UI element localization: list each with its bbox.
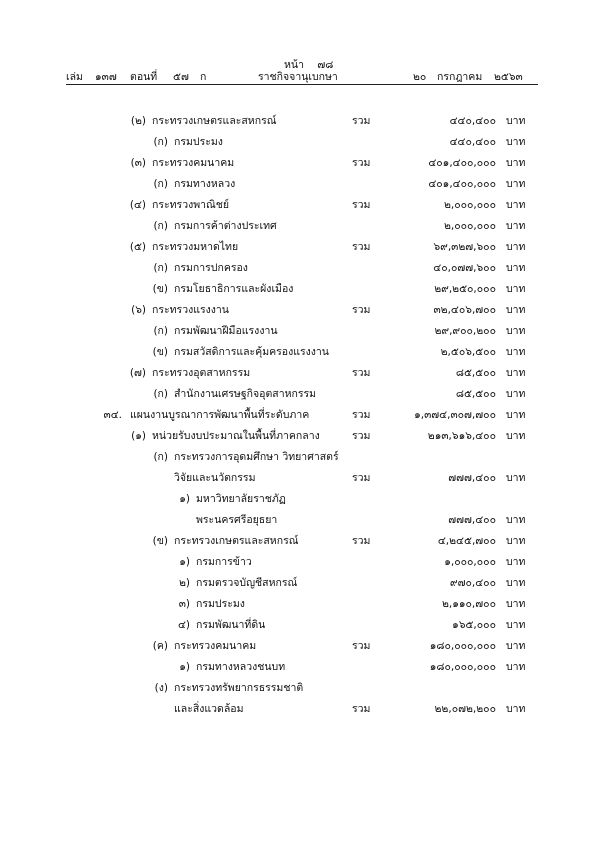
item-number: (ก) bbox=[153, 220, 168, 232]
currency-unit: บาท bbox=[506, 598, 526, 610]
item-number: (ก) bbox=[153, 451, 168, 463]
currency-unit: บาท bbox=[506, 325, 526, 337]
total-mark: รวม bbox=[352, 157, 371, 169]
item-label: แผนงานบูรณาการพัฒนาพื้นที่ระดับภาค bbox=[130, 409, 310, 421]
currency-unit: บาท bbox=[506, 136, 526, 148]
item-label: กระทรวงเกษตรและสหกรณ์ bbox=[152, 115, 277, 127]
item-label: กรมการข้าว bbox=[196, 556, 252, 568]
currency-unit: บาท bbox=[506, 220, 526, 232]
table-row bbox=[0, 282, 595, 297]
table-row bbox=[0, 114, 595, 129]
item-amount: ๙๗๐,๔๐๐ bbox=[449, 577, 496, 589]
table-row bbox=[0, 471, 595, 486]
table-row bbox=[0, 408, 595, 423]
table-row bbox=[0, 429, 595, 444]
total-mark: รวม bbox=[352, 472, 371, 484]
item-number: (ก) bbox=[153, 388, 168, 400]
currency-unit: บาท bbox=[506, 619, 526, 631]
item-number: (๔) bbox=[129, 199, 146, 211]
item-label: กระทรวงการอุดมศึกษา วิทยาศาสตร์ bbox=[174, 451, 339, 463]
item-label: กระทรวงเกษตรและสหกรณ์ bbox=[174, 535, 299, 547]
date-month: กรกฎาคม bbox=[437, 71, 483, 83]
table-row bbox=[0, 702, 595, 717]
table-row bbox=[0, 324, 595, 339]
part-suffix: ก bbox=[200, 71, 207, 83]
table-row bbox=[0, 450, 595, 465]
item-amount: ๘๕,๕๐๐ bbox=[455, 388, 496, 400]
date-year: ๒๕๖๓ bbox=[494, 71, 523, 83]
item-label: กรมการค้าต่างประเทศ bbox=[174, 220, 277, 232]
table-row bbox=[0, 681, 595, 696]
table-row bbox=[0, 534, 595, 549]
item-label: กระทรวงคมนาคม bbox=[152, 157, 235, 169]
item-amount: ๒๙,๙๐๐,๒๐๐ bbox=[434, 325, 496, 337]
item-number: (๒) bbox=[130, 115, 146, 127]
item-number: ๒) bbox=[178, 577, 190, 589]
total-mark: รวม bbox=[352, 241, 371, 253]
total-mark: รวม bbox=[352, 199, 371, 211]
currency-unit: บาท bbox=[506, 430, 526, 442]
item-label: วิจัยและนวัตกรรม bbox=[174, 472, 256, 484]
table-row bbox=[0, 492, 595, 507]
item-amount: ๗๗๗,๔๐๐ bbox=[448, 472, 496, 484]
header-rule bbox=[66, 84, 538, 85]
item-label: กรมตรวจบัญชีสหกรณ์ bbox=[196, 577, 298, 589]
item-amount: ๘๕,๕๐๐ bbox=[455, 367, 496, 379]
item-number: (ข) bbox=[152, 283, 168, 295]
item-number: (๓) bbox=[130, 157, 146, 169]
item-amount: ๖๙,๓๒๗,๖๐๐ bbox=[433, 241, 496, 253]
item-label: กระทรวงทรัพยากรธรรมชาติ bbox=[174, 682, 304, 694]
item-amount: ๔๐,๐๗๗,๖๐๐ bbox=[433, 262, 496, 274]
total-mark: รวม bbox=[352, 703, 371, 715]
currency-unit: บาท bbox=[506, 283, 526, 295]
item-label: กระทรวงแรงงาน bbox=[152, 304, 229, 316]
currency-unit: บาท bbox=[506, 577, 526, 589]
item-amount: ๑๖๕,๐๐๐ bbox=[452, 619, 496, 631]
item-number: (ข) bbox=[152, 535, 168, 547]
item-number: (ก) bbox=[153, 178, 168, 190]
date-day: ๒๐ bbox=[413, 71, 427, 83]
item-amount: ๒๙,๒๕๐,๐๐๐ bbox=[434, 283, 496, 295]
total-mark: รวม bbox=[352, 409, 371, 421]
item-amount: ๓๒,๔๐๖,๗๐๐ bbox=[433, 304, 496, 316]
item-amount: ๒,๕๐๖,๕๐๐ bbox=[440, 346, 496, 358]
table-row bbox=[0, 177, 595, 192]
item-number: (ค) bbox=[152, 640, 168, 652]
item-amount: ๔๔๐,๔๐๐ bbox=[449, 136, 496, 148]
currency-unit: บาท bbox=[506, 115, 526, 127]
item-number: ๓) bbox=[178, 598, 190, 610]
item-number: (ก) bbox=[153, 262, 168, 274]
item-label: กรมทางหลวงชนบท bbox=[196, 661, 286, 673]
table-row bbox=[0, 345, 595, 360]
item-number: (ง) bbox=[154, 682, 168, 694]
item-label: กรมประมง bbox=[196, 598, 245, 610]
table-row bbox=[0, 303, 595, 318]
currency-unit: บาท bbox=[506, 556, 526, 568]
table-row bbox=[0, 555, 595, 570]
currency-unit: บาท bbox=[506, 388, 526, 400]
page-number: ๗๘ bbox=[317, 59, 334, 71]
page-label: หน้า bbox=[284, 59, 304, 71]
item-number: (๑) bbox=[131, 430, 146, 442]
table-row bbox=[0, 198, 595, 213]
part-number: ๕๗ bbox=[173, 71, 189, 83]
table-row bbox=[0, 219, 595, 234]
table-row bbox=[0, 240, 595, 255]
table-row bbox=[0, 597, 595, 612]
item-amount: ๒,๐๐๐,๐๐๐ bbox=[443, 199, 496, 211]
total-mark: รวม bbox=[352, 367, 371, 379]
item-amount: ๑,๐๐๐,๐๐๐ bbox=[444, 556, 496, 568]
item-amount: ๒๑๓,๖๑๖,๔๐๐ bbox=[427, 430, 496, 442]
item-label: พระนครศรีอยุธยา bbox=[196, 514, 278, 526]
item-number: (๕) bbox=[129, 241, 146, 253]
table-row bbox=[0, 366, 595, 381]
item-label: สำนักงานเศรษฐกิจอุตสาหกรรม bbox=[174, 388, 317, 400]
currency-unit: บาท bbox=[506, 157, 526, 169]
table-row bbox=[0, 135, 595, 150]
item-number: ๑) bbox=[179, 661, 190, 673]
currency-unit: บาท bbox=[506, 409, 526, 421]
item-amount: ๑,๓๗๔,๓๐๗,๗๐๐ bbox=[414, 409, 496, 421]
item-amount: ๒,๐๐๐,๐๐๐ bbox=[443, 220, 496, 232]
item-label: มหาวิทยาลัยราชภัฏ bbox=[196, 493, 286, 505]
item-amount: ๔,๒๔๕,๗๐๐ bbox=[437, 535, 496, 547]
item-label: กรมสวัสดิการและคุ้มครองแรงงาน bbox=[174, 346, 329, 358]
table-row bbox=[0, 387, 595, 402]
item-label: กรมประมง bbox=[174, 136, 223, 148]
item-number: (๗) bbox=[129, 367, 146, 379]
total-mark: รวม bbox=[352, 535, 371, 547]
item-amount: ๒,๑๑๐,๗๐๐ bbox=[441, 598, 496, 610]
table-row bbox=[0, 660, 595, 675]
item-amount: ๗๗๗,๔๐๐ bbox=[448, 514, 496, 526]
volume-label: เล่ม bbox=[66, 71, 83, 83]
item-amount: ๑๘๐,๐๐๐,๐๐๐ bbox=[429, 661, 496, 673]
gazette-name: ราชกิจจานุเบกษา bbox=[258, 71, 338, 83]
currency-unit: บาท bbox=[506, 199, 526, 211]
total-mark: รวม bbox=[352, 640, 371, 652]
table-row bbox=[0, 618, 595, 633]
item-label: กรมทางหลวง bbox=[174, 178, 236, 190]
table-row bbox=[0, 576, 595, 591]
currency-unit: บาท bbox=[506, 346, 526, 358]
item-amount: ๔๐๑,๔๐๐,๐๐๐ bbox=[428, 157, 496, 169]
item-label: กรมการปกครอง bbox=[174, 262, 248, 274]
item-number: ๔) bbox=[177, 619, 190, 631]
item-label: กระทรวงมหาดไทย bbox=[152, 241, 239, 253]
item-number: ๑) bbox=[179, 556, 190, 568]
item-amount: ๔๐๑,๔๐๐,๐๐๐ bbox=[428, 178, 496, 190]
table-row bbox=[0, 156, 595, 171]
total-mark: รวม bbox=[352, 430, 371, 442]
item-label: กระทรวงอุตสาหกรรม bbox=[152, 367, 251, 379]
currency-unit: บาท bbox=[506, 703, 526, 715]
item-label: กระทรวงคมนาคม bbox=[174, 640, 257, 652]
table-row bbox=[0, 639, 595, 654]
item-amount: ๔๔๐,๔๐๐ bbox=[449, 115, 496, 127]
total-mark: รวม bbox=[352, 115, 371, 127]
item-amount: ๑๘๐,๐๐๐,๐๐๐ bbox=[429, 640, 496, 652]
currency-unit: บาท bbox=[506, 367, 526, 379]
item-number: (ก) bbox=[153, 136, 168, 148]
item-number: ๓๔. bbox=[103, 409, 122, 421]
total-mark: รวม bbox=[352, 304, 371, 316]
currency-unit: บาท bbox=[506, 241, 526, 253]
item-amount: ๒๒,๐๗๒,๒๐๐ bbox=[434, 703, 496, 715]
item-number: (ข) bbox=[152, 346, 168, 358]
currency-unit: บาท bbox=[506, 304, 526, 316]
item-number: (๖) bbox=[131, 304, 146, 316]
currency-unit: บาท bbox=[506, 514, 526, 526]
volume-number: ๑๓๗ bbox=[95, 71, 117, 83]
item-label: และสิ่งแวดล้อม bbox=[174, 703, 244, 715]
item-label: กระทรวงพาณิชย์ bbox=[152, 199, 230, 211]
currency-unit: บาท bbox=[506, 661, 526, 673]
table-row bbox=[0, 513, 595, 528]
item-number: ๑) bbox=[179, 493, 190, 505]
part-label: ตอนที่ bbox=[130, 71, 158, 83]
currency-unit: บาท bbox=[506, 262, 526, 274]
item-label: กรมพัฒนาฝีมือแรงงาน bbox=[174, 325, 278, 337]
item-label: กรมพัฒนาที่ดิน bbox=[196, 619, 266, 631]
item-label: กรมโยธาธิการและผังเมือง bbox=[174, 283, 294, 295]
currency-unit: บาท bbox=[506, 640, 526, 652]
currency-unit: บาท bbox=[506, 472, 526, 484]
item-number: (ก) bbox=[153, 325, 168, 337]
table-row bbox=[0, 261, 595, 276]
currency-unit: บาท bbox=[506, 178, 526, 190]
currency-unit: บาท bbox=[506, 535, 526, 547]
item-label: หน่วยรับงบประมาณในพื้นที่ภาคกลาง bbox=[152, 430, 320, 442]
